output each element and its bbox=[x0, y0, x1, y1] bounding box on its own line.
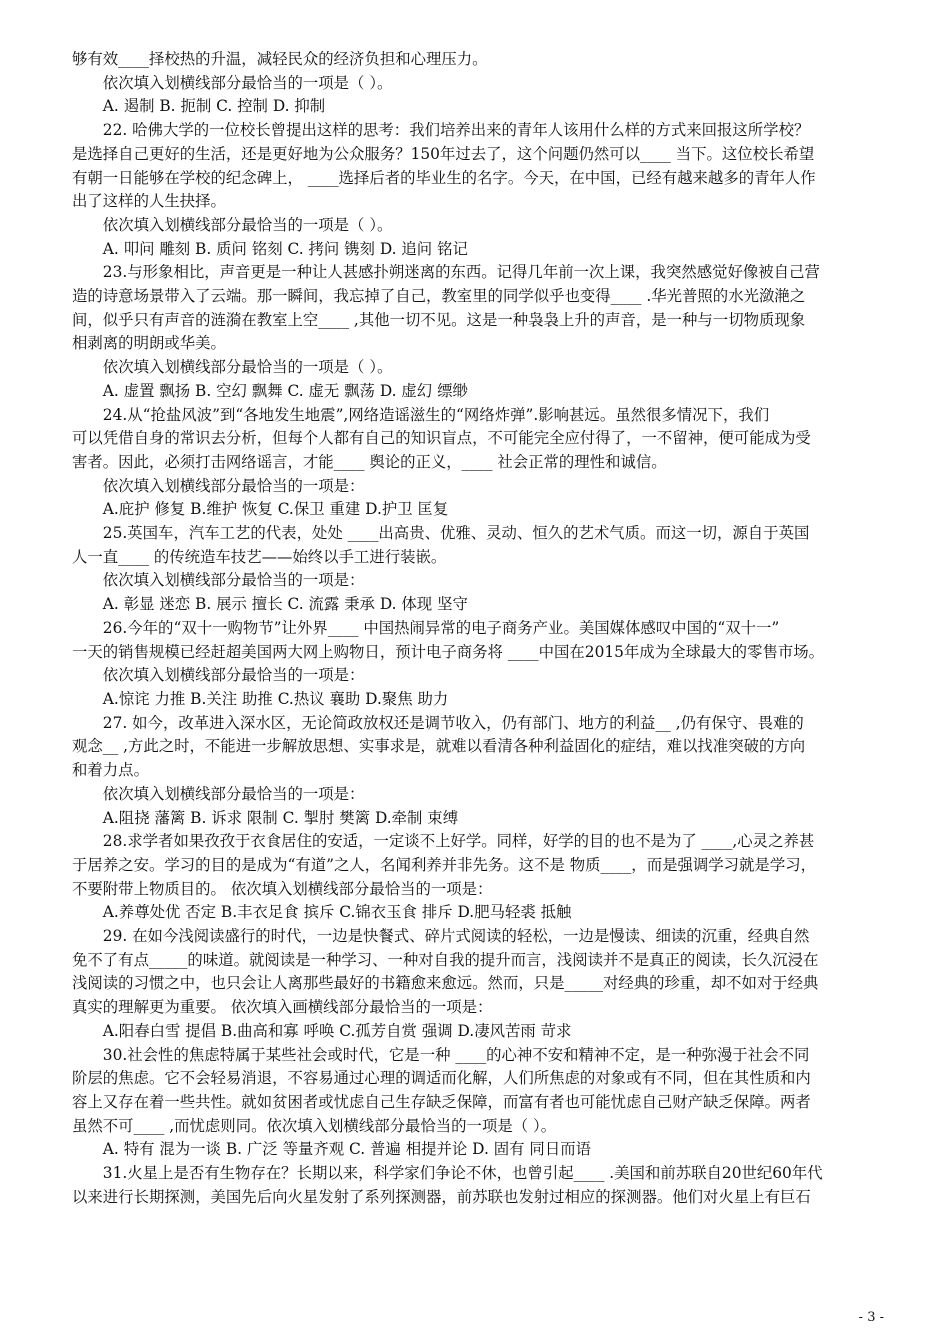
text-line: A.阳春白雪 提倡 B.曲高和寡 呼唤 C.孤芳自赏 强调 D.凄风苦雨 苛求 bbox=[102, 1021, 572, 1040]
text-line: 害者。因此，必须打击网络谣言，才能____ 舆论的正义，____ 社会正常的理性和诚信。 bbox=[72, 452, 667, 471]
text-line: A. 彰显 迷恋 B. 展示 擅长 C. 流露 秉承 D. 体现 坚守 bbox=[102, 595, 468, 614]
text-line: 于居养之安。学习的目的是成为“有道”之人，名闻利养并非先务。这不是 物质____，而是强调学习就是学习， bbox=[72, 855, 816, 874]
text-line: 容上又存在着一些共性。就如贫困者或忧虑自己生存缺乏保障，而富有者也可能忧虑自己财产缺乏保障。两者 bbox=[72, 1092, 811, 1111]
text-line: 依次填入划横线部分最恰当的一项是（ ）。 bbox=[102, 215, 393, 234]
text-line: 真实的理解更为重要。 依次填入画横线部分最恰当的一项是： bbox=[72, 998, 493, 1017]
text-line: 不要附带上物质目的。 依次填入划横线部分最恰当的一项是： bbox=[72, 879, 493, 898]
text-line: A.阻挠 藩篱 B. 诉求 限制 C. 掣肘 樊篱 D.牵制 束缚 bbox=[102, 808, 459, 827]
page-body-text bbox=[72, 48, 880, 1209]
text-line: 够有效____择校热的升温，减轻民众的经济负担和心理压力。 bbox=[72, 50, 488, 68]
text-line: A.养尊处优 否定 B.丰衣足食 摈斥 C.锦衣玉食 排斥 D.肥马轻裘 抵触 bbox=[102, 903, 572, 922]
text-line: 29. 在如今浅阅读盛行的时代，一边是快餐式、碎片式阅读的轻松，一边是慢读、细读的沉重，经典自然 bbox=[102, 927, 810, 946]
text-line: 和着力点。 bbox=[72, 761, 149, 780]
text-line: 依次填入划横线部分最恰当的一项是： bbox=[102, 571, 365, 590]
text-line: 30.社会性的焦虑特属于某些社会或时代，它是一种 ____的心神不安和精神不定，是一种弥漫于社会不同 bbox=[102, 1045, 810, 1064]
text-line: A. 叩问 雕刻 B. 质问 铭刻 C. 拷问 镌刻 D. 追问 铭记 bbox=[102, 239, 468, 258]
text-line: 23.与形象相比，声音更是一种让人甚感扑朔迷离的东西。记得几年前一次上课，我突然感觉好像被自己营 bbox=[102, 263, 820, 282]
text-line: 26.今年的“双十一购物节”让外界____ 中国热闹异常的电子商务产业。美国媒体感叹中国的“双十一” bbox=[102, 618, 780, 637]
text-line: 27. 如今，改革进入深水区，无论简政放权还是调节收入，仍有部门、地方的利益__ ,仍有保守、畏难的 bbox=[102, 713, 804, 732]
text-line: 造的诗意场景带入了云端。那一瞬间，我忘掉了自己，教室里的同学似乎也变得____ .华光普照的水光潋滟之 bbox=[72, 287, 806, 306]
text-line: 是选择自己更好的生活，还是更好地为公众服务？150年过去了，这个问题仍然可以____ 当下。这位校长希望 bbox=[72, 144, 815, 163]
text-line: 观念__ ,方此之时，不能进一步解放思想、实事求是，就难以看清各种利益固化的症结，难以找准突破的方向 bbox=[72, 737, 806, 756]
text-line: 有朝一日能够在学校的纪念碑上， ____选择后者的毕业生的名字。今天，在中国，已经有越来越多的青年人作 bbox=[72, 168, 816, 187]
text-line: 25.英国车，汽车工艺的代表，处处 ____出高贵、优雅、灵动、恒久的艺术气质。而这一切，源自于英国 bbox=[102, 524, 810, 543]
text-line: 22. 哈佛大学的一位校长曾提出这样的思考：我们培养出来的青年人该用什么样的方式来回报这所学校？ bbox=[102, 121, 810, 140]
text-line: 依次填入划横线部分最恰当的一项是（ ）。 bbox=[102, 358, 393, 377]
text-line: 一天的销售规模已经赶超美国两大网上购物日，预计电子商务将 ____中国在2015年成为全球最大的零售市场。 bbox=[72, 642, 825, 661]
text-line: A.惊诧 力推 B.关注 助推 C.热议 襄助 D.聚焦 助力 bbox=[102, 689, 449, 708]
text-line: 免不了有点_____的味道。就阅读是一种学习、一种对自我的提升而言，浅阅读并不是真正的阅读，长久沉浸在 bbox=[72, 950, 819, 969]
text-line: 以来进行长期探测，美国先后向火星发射了系列探测器，前苏联也发射过相应的探测器。他们对火星上有巨石 bbox=[72, 1187, 811, 1206]
text-line: 间，似乎只有声音的涟漪在教室上空____ ,其他一切不见。这是一种袅袅上升的声音，是一种与一切物质现象 bbox=[72, 310, 806, 329]
text-line: 阶层的焦虑。它不会轻易消退，不容易通过心理的调适而化解，人们所焦虑的对象或有不同，但在其性质和内 bbox=[72, 1069, 811, 1088]
text-line: 浅阅读的习惯之中，也只会让人离那些最好的书籍愈来愈远。然而，只是_____对经典的珍重，却不如对于经典 bbox=[72, 974, 819, 993]
text-line: 出了这样的人生抉择。 bbox=[72, 192, 226, 211]
text-line: 依次填入划横线部分最恰当的一项是： bbox=[102, 784, 365, 803]
text-line: 依次填入划横线部分最恰当的一项是： bbox=[102, 666, 365, 685]
text-line: 24.从“抢盐风波”到“各地发生地震”,网络造谣滋生的“网络炸弹”.影响甚远。虽然很多情况下，我们 bbox=[102, 405, 770, 424]
text-line: 相剥离的明朗或华美。 bbox=[72, 334, 226, 353]
text-line: 人一直____ 的传统造车技艺——始终以手工进行装嵌。 bbox=[72, 547, 447, 566]
text-line: A. 遏制 B. 扼制 C. 控制 D. 抑制 bbox=[102, 97, 326, 116]
text-line: A. 虚置 飘扬 B. 空幻 飘舞 C. 虚无 飘荡 D. 虚幻 缥缈 bbox=[102, 381, 468, 400]
text-line: A.庇护 修复 B.维护 恢复 C.保卫 重建 D.护卫 匡复 bbox=[102, 500, 449, 519]
text-line: 虽然不可____ ,而忧虑则同。依次填入划横线部分最恰当的一项是（ ）。 bbox=[72, 1116, 557, 1135]
text-line: 可以凭借自身的常识去分析，但每个人都有自己的知识盲点，不可能完全应付得了，一不留神，便可能成为受 bbox=[72, 429, 811, 448]
text-line: 31.火星上是否有生物存在？长期以来，科学家们争论不休，也曾引起____ .美国和前苏联自20世纪60年代 bbox=[102, 1164, 823, 1183]
text-line: 28.求学者如果孜孜于衣食居住的安适，一定谈不上好学。同样，好学的目的也不是为了 ____,心灵之养甚 bbox=[102, 832, 815, 851]
page-number: - 3 - bbox=[858, 1310, 884, 1325]
text-line: A. 特有 混为一谈 B. 广泛 等量齐观 C. 普遍 相提并论 D. 固有 同日而语 bbox=[102, 1140, 591, 1159]
text-line: 依次填入划横线部分最恰当的一项是（ ）。 bbox=[102, 73, 393, 92]
text-line: 依次填入划横线部分最恰当的一项是： bbox=[102, 476, 365, 495]
